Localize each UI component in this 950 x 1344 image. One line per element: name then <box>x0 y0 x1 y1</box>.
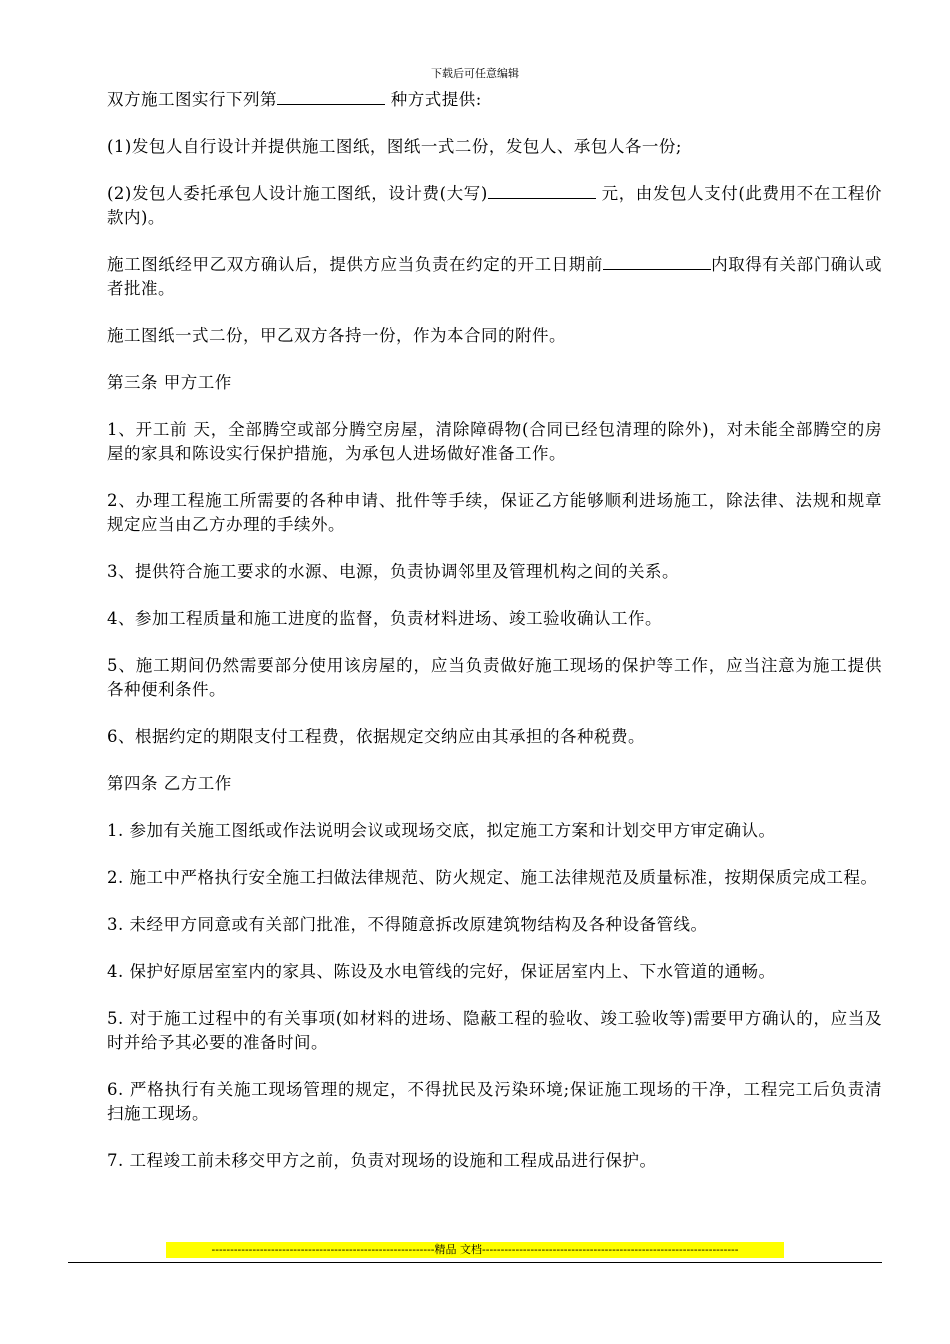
paragraph-drawing-approval <box>107 253 882 301</box>
paragraph-party-a-2: 2、办理工程施工所需要的各种申请、批件等手续，保证乙方能够顺利进场施工，除法律、法规和规章规定应当由乙方办理的手续外。 <box>107 491 882 534</box>
paragraph-option-1: (1)发包人自行设计并提供施工图纸，图纸一式二份，发包人、承包人各一份; <box>107 137 682 156</box>
text-span: 元，由发包人支付(此费用不在工程价款内)。 <box>107 184 883 227</box>
paragraph-party-a-5: 5、施工期间仍然需要部分使用该房屋的，应当负责做好施工现场的保护等工作，应当注意为施工提供各种便利条件。 <box>107 656 882 699</box>
paragraph-party-b-6: 6. 严格执行有关施工现场管理的规定，不得扰民及污染环境;保证施工现场的干净，工程完工后负责清扫施工现场。 <box>107 1080 882 1123</box>
footer-divider <box>68 1262 882 1263</box>
paragraph-party-b-2: 2. 施工中严格执行安全施工扫做法律规范、防火规定、施工法律规范及质量标准，按期保质完成工程。 <box>107 868 878 887</box>
paragraph-drawing-copies: 施工图纸一式二份，甲乙双方各持一份，作为本合同的附件。 <box>107 326 566 345</box>
paragraph-party-a-6: 6、根据约定的期限支付工程费，依据规定交纳应由其承担的各种税费。 <box>107 727 645 746</box>
document-body <box>107 88 882 1196</box>
paragraph-party-b-4: 4. 保护好原居室室内的家具、陈设及水电管线的完好，保证居室内上、下水管道的通畅。 <box>107 962 776 981</box>
text-span: 施工图纸经甲乙双方确认后，提供方应当负责在约定的开工日期前 <box>107 255 603 274</box>
text-span: 双方施工图实行下列第 <box>107 90 277 109</box>
blank-underline <box>488 182 596 199</box>
paragraph-party-a-4: 4、参加工程质量和施工进度的监督，负责材料进场、竣工验收确认工作。 <box>107 609 662 628</box>
paragraph-party-b-3: 3. 未经甲方同意或有关部门批准，不得随意拆改原建筑物结构及各种设备管线。 <box>107 915 708 934</box>
text-span: 种方式提供: <box>385 90 482 109</box>
blank-underline <box>603 253 711 270</box>
text-span: (2)发包人委托承包人设计施工图纸，设计费(大写) <box>107 184 488 203</box>
paragraph-party-a-3: 3、提供符合施工要求的水源、电源，负责协调邻里及管理机构之间的关系。 <box>107 562 679 581</box>
paragraph-party-b-1: 1. 参加有关施工图纸或作法说明会议或现场交底，拟定施工方案和计划交甲方审定确认。 <box>107 821 776 840</box>
blank-underline <box>277 88 385 105</box>
paragraph-party-b-5: 5. 对于施工过程中的有关事项(如材料的进场、隐蔽工程的验收、竣工验收等)需要甲方确认的，应当及时并给予其必要的准备时间。 <box>107 1009 882 1052</box>
page-footer-banner: ------------------------------------------------------------精品 文档--------------------------------------------------------------------- <box>166 1242 784 1258</box>
paragraph-option-2 <box>107 182 882 230</box>
paragraph-drawing-method <box>107 88 882 112</box>
text-span: 内取得有关部门确认或者批准。 <box>107 255 883 298</box>
paragraph-party-a-1: 1、开工前 天，全部腾空或部分腾空房屋，清除障碍物(合同已经包清理的除外)，对未能全部腾空的房屋的家具和陈设实行保护措施，为承包人进场做好准备工作。 <box>107 420 882 463</box>
section-heading-article-4: 第四条 乙方工作 <box>107 774 232 793</box>
paragraph-party-b-7: 7. 工程竣工前未移交甲方之前，负责对现场的设施和工程成品进行保护。 <box>107 1151 657 1170</box>
section-heading-article-3: 第三条 甲方工作 <box>107 373 232 392</box>
page-header: 下载后可任意编辑 <box>431 67 519 80</box>
